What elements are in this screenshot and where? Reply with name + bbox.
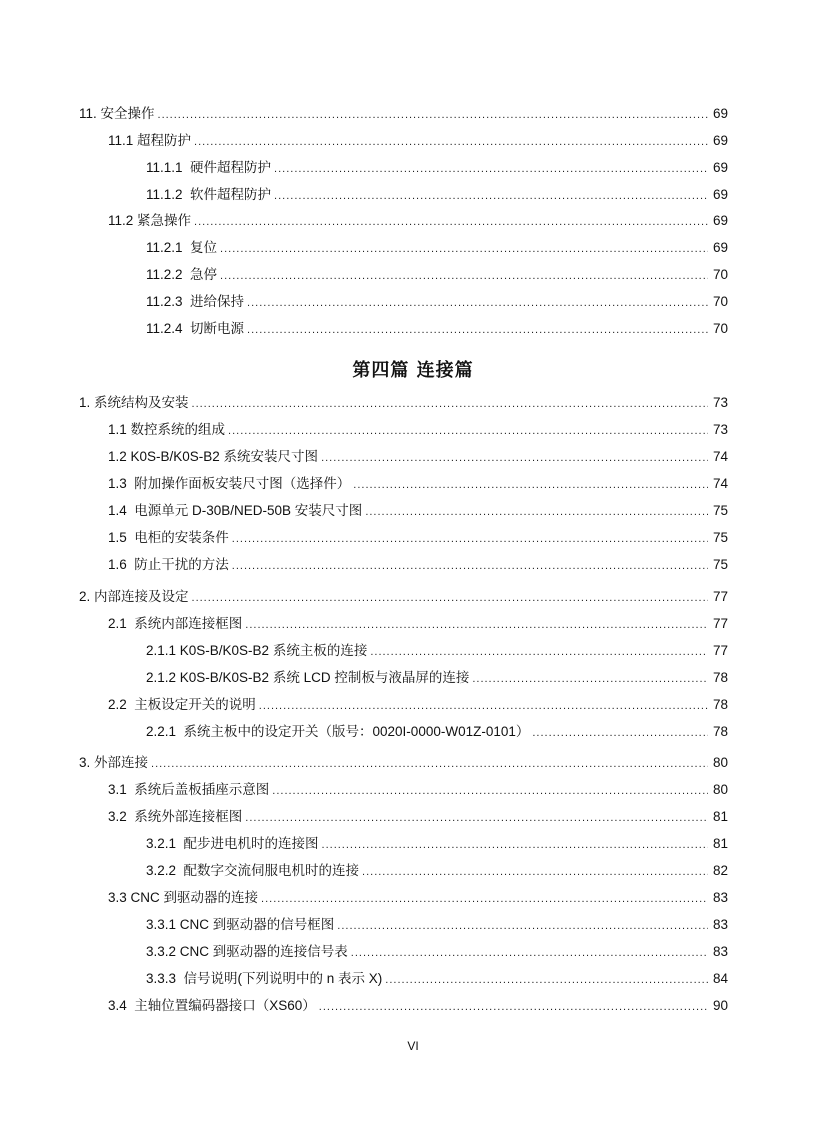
leader-dots <box>272 784 708 798</box>
toc-page: 90 <box>712 998 728 1013</box>
leader-dots <box>351 946 708 960</box>
toc-page: 74 <box>712 449 728 464</box>
toc-entry[interactable] <box>146 967 728 987</box>
leader-dots <box>337 919 708 933</box>
toc-page: 84 <box>712 971 728 986</box>
toc-page: 78 <box>712 724 728 739</box>
toc-entry[interactable] <box>146 666 728 686</box>
leader-dots <box>472 672 708 686</box>
toc-entry[interactable] <box>79 391 728 411</box>
toc-title: 11.2.3 进给保持 <box>146 294 245 309</box>
toc-title: 11.2 紧急操作 <box>108 213 192 228</box>
leader-dots <box>245 618 708 632</box>
toc-page: 69 <box>712 213 728 228</box>
toc-title: 11.1 超程防护 <box>108 133 192 148</box>
toc-page: 70 <box>712 321 728 336</box>
leader-dots <box>362 865 708 879</box>
toc-entry[interactable] <box>108 209 728 229</box>
toc-title: 1.4 电源单元 D-30B/NED-50B 安装尺寸图 <box>108 503 363 518</box>
leader-dots <box>532 726 708 740</box>
leader-dots <box>232 559 708 573</box>
toc-entry[interactable] <box>146 263 728 283</box>
leader-dots <box>385 973 708 987</box>
toc-title: 3.3.1 CNC 到驱动器的信号框图 <box>146 917 335 932</box>
leader-dots <box>261 892 708 906</box>
leader-dots <box>247 323 708 337</box>
toc-page: 82 <box>712 863 728 878</box>
toc-entry[interactable] <box>146 832 728 852</box>
toc-entry[interactable] <box>108 445 728 465</box>
leader-dots <box>194 135 708 149</box>
leader-dots <box>220 269 708 283</box>
toc-page: 75 <box>712 503 728 518</box>
leader-dots <box>321 451 708 465</box>
toc-page: 83 <box>712 917 728 932</box>
leader-dots <box>274 162 708 176</box>
toc-page: 83 <box>712 944 728 959</box>
toc-entry[interactable] <box>108 526 728 546</box>
toc-page: 73 <box>712 422 728 437</box>
toc-title: 1.6 防止干扰的方法 <box>108 557 229 572</box>
toc-title: 2.1.1 K0S-B/K0S-B2 系统主板的连接 <box>146 643 368 658</box>
toc-entry[interactable] <box>108 129 728 149</box>
toc-entry[interactable] <box>108 418 728 438</box>
toc-page: 80 <box>712 755 728 770</box>
leader-dots <box>247 296 708 310</box>
leader-dots <box>322 838 708 852</box>
section-title: 第四篇 连接篇 <box>352 360 474 381</box>
leader-dots <box>220 242 708 256</box>
toc-title: 11.2.4 切断电源 <box>146 321 245 336</box>
toc-title: 2.1 系统内部连接框图 <box>108 616 243 631</box>
page-number: VI <box>407 1039 419 1053</box>
leader-dots <box>245 811 708 825</box>
toc-page: 78 <box>712 670 728 685</box>
toc-entry[interactable] <box>79 102 728 122</box>
toc-title: 3.2.2 配数字交流伺服电机时的连接 <box>146 863 360 878</box>
toc-entry[interactable] <box>146 290 728 310</box>
toc-title: 3.1 系统后盖板插座示意图 <box>108 782 270 797</box>
toc-title: 3.3 CNC 到驱动器的连接 <box>108 890 259 905</box>
toc-page: 70 <box>712 267 728 282</box>
toc-page: 69 <box>712 160 728 175</box>
toc-title: 1.2 K0S-B/K0S-B2 系统安装尺寸图 <box>108 449 319 464</box>
toc-title: 1.5 电柜的安装条件 <box>108 530 229 545</box>
leader-dots <box>192 591 708 605</box>
toc-entry[interactable] <box>146 236 728 256</box>
toc-entry[interactable] <box>79 585 728 605</box>
toc-page: 69 <box>712 106 728 121</box>
leader-dots <box>151 757 708 771</box>
leader-dots <box>365 505 708 519</box>
toc-page: 69 <box>712 240 728 255</box>
toc-page: 83 <box>712 890 728 905</box>
toc-title: 11.1.1 硬件超程防护 <box>146 160 272 175</box>
toc-entry[interactable] <box>108 553 728 573</box>
toc-page: 77 <box>712 616 728 631</box>
toc-page: 70 <box>712 294 728 309</box>
leader-dots <box>232 532 708 546</box>
toc-title: 3.3.3 信号说明(下列说明中的 n 表示 X) <box>146 971 383 986</box>
leader-dots <box>319 1000 708 1014</box>
toc-entry[interactable] <box>108 499 728 519</box>
toc-page: 75 <box>712 530 728 545</box>
toc-page: 69 <box>712 187 728 202</box>
toc-title: 2.1.2 K0S-B/K0S-B2 系统 LCD 控制板与液晶屏的连接 <box>146 670 470 685</box>
toc-page: 78 <box>712 697 728 712</box>
toc-title: 3.3.2 CNC 到驱动器的连接信号表 <box>146 944 348 959</box>
toc-entry[interactable] <box>108 778 728 798</box>
toc-title: 3.2 系统外部连接框图 <box>108 809 243 824</box>
toc-page: 77 <box>712 643 728 658</box>
toc-title: 1. 系统结构及安装 <box>79 395 189 410</box>
toc-page: 69 <box>712 133 728 148</box>
leader-dots <box>353 478 708 492</box>
toc-page: 74 <box>712 476 728 491</box>
toc-page: 81 <box>712 836 728 851</box>
toc-entry[interactable] <box>146 940 728 960</box>
toc-title: 1.1 数控系统的组成 <box>108 422 226 437</box>
leader-dots <box>194 215 708 229</box>
toc-title: 11.1.2 软件超程防护 <box>146 187 272 202</box>
leader-dots <box>274 189 708 203</box>
toc-entry[interactable] <box>108 472 728 492</box>
toc-page: 77 <box>712 589 728 604</box>
toc-entry[interactable] <box>108 612 728 632</box>
toc-title: 3.4 主轴位置编码器接口（XS60） <box>108 998 316 1013</box>
toc-page: 75 <box>712 557 728 572</box>
toc-title: 11. 安全操作 <box>79 106 155 121</box>
leader-dots <box>192 397 708 411</box>
toc-page: 73 <box>712 395 728 410</box>
toc-entry[interactable] <box>146 183 728 203</box>
toc-entry[interactable] <box>146 720 728 740</box>
toc-page: 80 <box>712 782 728 797</box>
toc-entry[interactable] <box>146 317 728 337</box>
toc-title: 3. 外部连接 <box>79 755 149 770</box>
leader-dots <box>259 699 708 713</box>
toc-entry[interactable] <box>79 751 728 771</box>
toc-title: 1.3 附加操作面板安装尺寸图（选择件） <box>108 476 351 491</box>
toc-entry[interactable] <box>146 639 728 659</box>
toc-title: 11.2.2 急停 <box>146 267 218 282</box>
leader-dots <box>158 108 708 122</box>
toc-entry[interactable] <box>108 693 728 713</box>
toc-entry[interactable] <box>146 156 728 176</box>
toc-title: 11.2.1 复位 <box>146 240 218 255</box>
toc-entry[interactable] <box>146 913 728 933</box>
toc-entry[interactable] <box>146 859 728 879</box>
toc-title: 3.2.1 配步进电机时的连接图 <box>146 836 319 851</box>
toc-entry[interactable] <box>108 886 728 906</box>
toc-entry[interactable] <box>108 805 728 825</box>
toc-entry[interactable] <box>108 994 728 1014</box>
leader-dots <box>370 645 708 659</box>
toc-title: 2. 内部连接及设定 <box>79 589 189 604</box>
toc-page: 81 <box>712 809 728 824</box>
toc-title: 2.2.1 系统主板中的设定开关（版号：0020I-0000-W01Z-0101） <box>146 724 530 739</box>
toc-title: 2.2 主板设定开关的说明 <box>108 697 256 712</box>
leader-dots <box>228 424 708 438</box>
